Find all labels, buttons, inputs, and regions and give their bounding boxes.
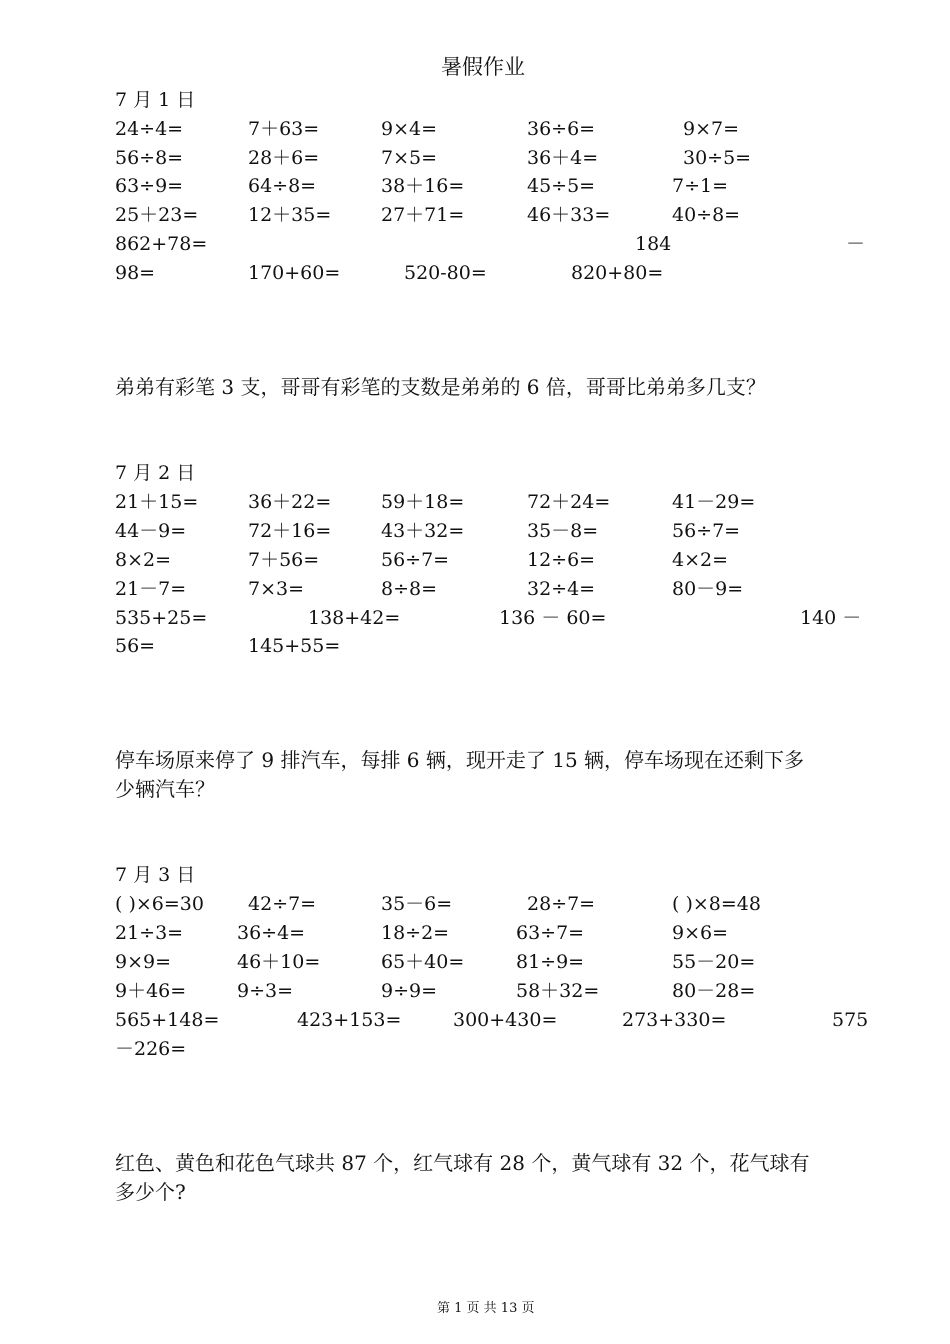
- exercise-item: 38＋16=: [381, 175, 465, 197]
- exercise-item: 9＋46=: [115, 980, 187, 1002]
- exercise-item: 18÷2=: [381, 922, 450, 944]
- date-heading: 7 月 1 日: [115, 89, 196, 111]
- exercise-item: 7×3=: [248, 578, 305, 600]
- exercise-item: 46＋33=: [527, 204, 611, 226]
- exercise-item: 565+148=: [115, 1009, 220, 1031]
- exercise-item: 184: [635, 233, 672, 255]
- exercise-item: 423+153=: [297, 1009, 402, 1031]
- exercise-item: 43＋32=: [381, 520, 465, 542]
- exercise-item: ( )×8=48: [672, 893, 761, 915]
- exercise-item: 72＋24=: [527, 491, 611, 513]
- exercise-item: －: [846, 233, 866, 255]
- exercise-item: －226=: [115, 1038, 187, 1060]
- exercise-item: 9÷9=: [381, 980, 438, 1002]
- exercise-item: 7÷1=: [672, 175, 729, 197]
- exercise-item: 300+430=: [453, 1009, 558, 1031]
- exercise-item: 21－7=: [115, 578, 187, 600]
- exercise-item: 9÷3=: [237, 980, 294, 1002]
- exercise-item: ( )×6=30: [115, 893, 204, 915]
- exercise-item: 138+42=: [308, 607, 401, 629]
- exercise-item: 55－20=: [672, 951, 756, 973]
- exercise-item: 56÷8=: [115, 147, 184, 169]
- exercise-item: 170+60=: [248, 262, 341, 284]
- exercise-item: 36＋22=: [248, 491, 332, 513]
- exercise-item: 46＋10=: [237, 951, 321, 973]
- exercise-item: 44－9=: [115, 520, 187, 542]
- exercise-item: 42÷7=: [248, 893, 317, 915]
- exercise-item: 58＋32=: [516, 980, 600, 1002]
- exercise-item: 520-80=: [404, 262, 487, 284]
- exercise-item: 535+25=: [115, 607, 208, 629]
- exercise-item: 81÷9=: [516, 951, 585, 973]
- exercise-item: 21＋15=: [115, 491, 199, 513]
- exercise-item: 98=: [115, 262, 156, 284]
- exercise-item: 35－6=: [381, 893, 453, 915]
- exercise-item: 862+78=: [115, 233, 208, 255]
- exercise-item: 9×6=: [672, 922, 729, 944]
- exercise-item: 7×5=: [381, 147, 438, 169]
- exercise-item: 36÷4=: [237, 922, 306, 944]
- exercise-item: 36÷6=: [527, 118, 596, 140]
- exercise-item: 41－29=: [672, 491, 756, 513]
- exercise-item: 40÷8=: [672, 204, 741, 226]
- date-heading: 7 月 3 日: [115, 864, 196, 886]
- exercise-item: 21÷3=: [115, 922, 184, 944]
- exercise-item: 72＋16=: [248, 520, 332, 542]
- date-heading: 7 月 2 日: [115, 462, 196, 484]
- exercise-item: 25＋23=: [115, 204, 199, 226]
- exercise-item: 45÷5=: [527, 175, 596, 197]
- exercise-item: 24÷4=: [115, 118, 184, 140]
- exercise-item: 36＋4=: [527, 147, 599, 169]
- exercise-item: 7＋56=: [248, 549, 320, 571]
- page-title: 暑假作业: [441, 55, 525, 79]
- exercise-item: 28÷7=: [527, 893, 596, 915]
- exercise-item: 7＋63=: [248, 118, 320, 140]
- exercise-item: 80－9=: [672, 578, 744, 600]
- exercise-item: 56=: [115, 635, 156, 657]
- exercise-item: 820+80=: [571, 262, 664, 284]
- exercise-item: 273+330=: [622, 1009, 727, 1031]
- exercise-item: 145+55=: [248, 635, 341, 657]
- exercise-item: 64÷8=: [248, 175, 317, 197]
- word-problem: 弟弟有彩笔 3 支，哥哥有彩笔的支数是弟弟的 6 倍，哥哥比弟弟多几支？: [115, 375, 766, 399]
- exercise-item: 35－8=: [527, 520, 599, 542]
- word-problem: 红色、黄色和花色气球共 87 个，红气球有 28 个，黄气球有 32 个，花气球有: [115, 1151, 810, 1175]
- exercise-item: 28＋6=: [248, 147, 320, 169]
- exercise-item: 56÷7=: [672, 520, 741, 542]
- exercise-item: 8×2=: [115, 549, 172, 571]
- exercise-item: 12÷6=: [527, 549, 596, 571]
- exercise-item: 136 － 60=: [499, 607, 607, 629]
- word-problem: 停车场原来停了 9 排汽车，每排 6 辆，现开走了 15 辆，停车场现在还剩下多: [115, 748, 805, 772]
- exercise-item: 12＋35=: [248, 204, 332, 226]
- exercise-item: 9×7=: [683, 118, 740, 140]
- exercise-item: 32÷4=: [527, 578, 596, 600]
- exercise-item: 575: [832, 1009, 869, 1031]
- exercise-item: 63÷9=: [115, 175, 184, 197]
- page-footer: 第 1 页 共 13 页: [437, 1301, 535, 1316]
- exercise-item: 9×9=: [115, 951, 172, 973]
- word-problem: 少辆汽车？: [115, 777, 215, 801]
- exercise-item: 63÷7=: [516, 922, 585, 944]
- exercise-item: 4×2=: [672, 549, 729, 571]
- exercise-item: 59＋18=: [381, 491, 465, 513]
- exercise-item: 80－28=: [672, 980, 756, 1002]
- exercise-item: 140 －: [800, 607, 862, 629]
- exercise-item: 9×4=: [381, 118, 438, 140]
- word-problem: 多少个?: [115, 1180, 186, 1204]
- exercise-item: 27＋71=: [381, 204, 465, 226]
- exercise-item: 56÷7=: [381, 549, 450, 571]
- exercise-item: 30÷5=: [683, 147, 752, 169]
- exercise-item: 65＋40=: [381, 951, 465, 973]
- exercise-item: 8÷8=: [381, 578, 438, 600]
